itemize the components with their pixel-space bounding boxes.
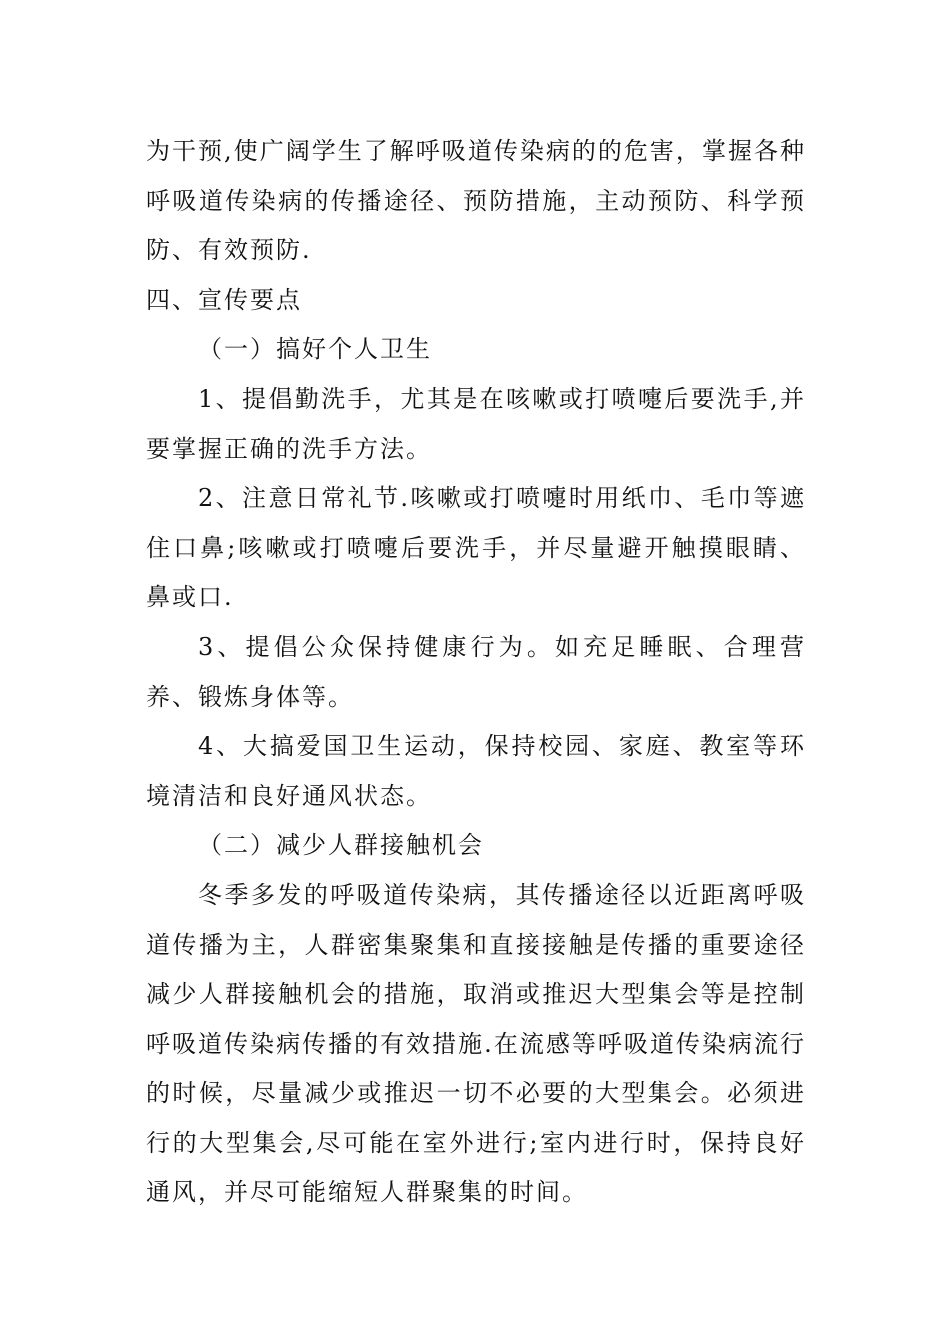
paragraph-reduce-contact-body: 冬季多发的呼吸道传染病，其传播途径以近距离呼吸道传播为主，人群密集聚集和直接接触是传播的重要途径减少人群接触机会的措施，取消或推迟大型集会等是控制呼吸道传染病传播的有效措施.在流感等呼吸道传染病流行的时候，尽量减少或推迟一切不必要的大型集会。必须进行的大型集会,尽可能在室外进行;室内进行时，保持良好通风，并尽可能缩短人群聚集的时间。 <box>146 880 806 1207</box>
list-item-hand-washing: 1、提倡勤洗手，尤其是在咳嗽或打喷嚏后要洗手,并要掌握正确的洗手方法。 <box>146 384 806 463</box>
list-item-sanitation-campaign: 4、大搞爱国卫生运动，保持校园、家庭、教室等环境清洁和良好通风状态。 <box>146 732 806 810</box>
list-item-healthy-behavior: 3、提倡公众保持健康行为。如充足睡眠、合理营养、锻炼身体等。 <box>146 632 806 711</box>
document-body <box>146 127 806 1218</box>
subsection-heading-reduce-contact: （二）减少人群接触机会 <box>198 831 484 860</box>
section-heading-publicity-points: 四、宣传要点 <box>146 285 302 314</box>
list-item-etiquette: 2、注意日常礼节.咳嗽或打喷嚏时用纸巾、毛巾等遮住口鼻;咳嗽或打喷嚏后要洗手，并尽量避开触摸眼睛、鼻或口. <box>146 484 806 612</box>
subsection-heading-personal-hygiene: （一）搞好个人卫生 <box>198 335 432 364</box>
paragraph-intro-continued: 为干预,使广阔学生了解呼吸道传染病的的危害，掌握各种呼吸道传染病的传播途径、预防措施，主动预防、科学预防、有效预防. <box>146 137 806 265</box>
